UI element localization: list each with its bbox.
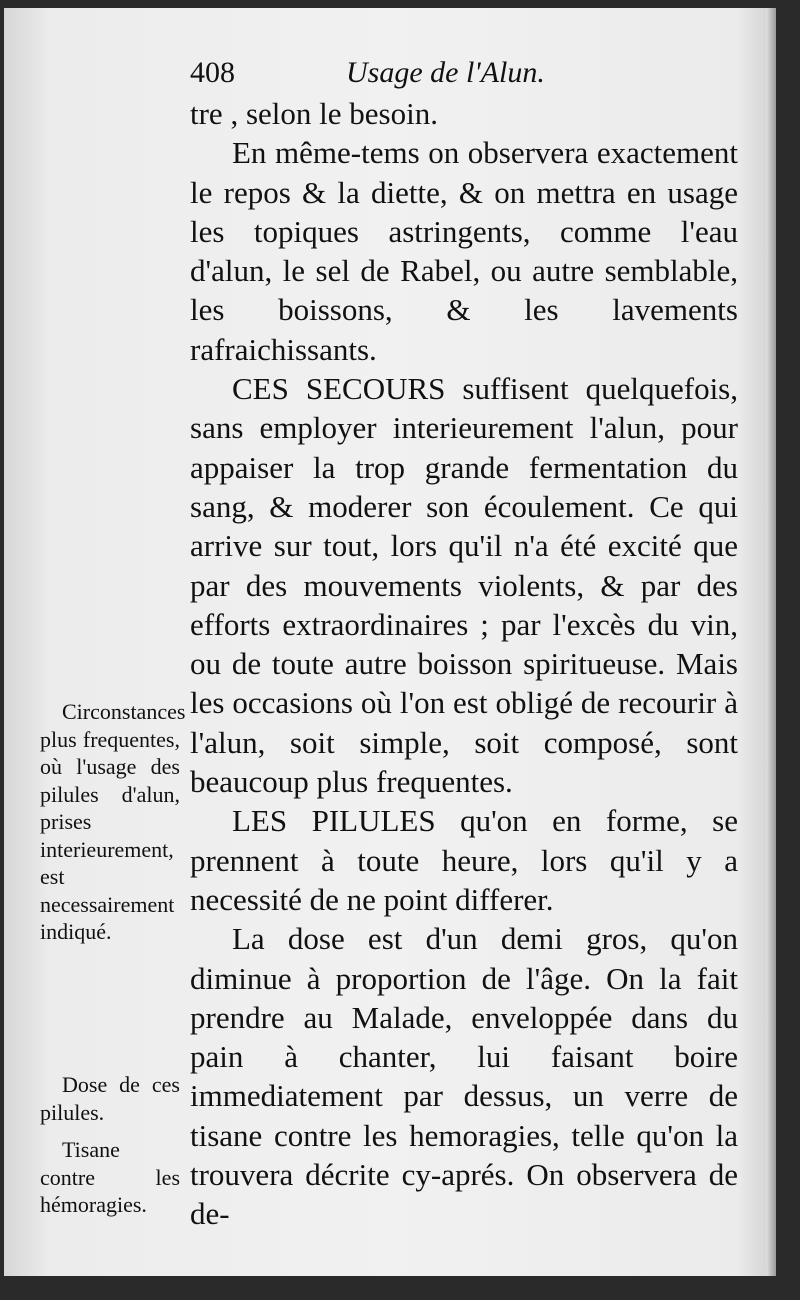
margin-note-text: Circonstances plus frequentes, où l'usage des pilules d'alun, prises interieurement, est necessairement indiqué.: [40, 699, 186, 944]
running-title: Usage de l'Alun.: [346, 56, 545, 89]
margin-note-dose: [40, 1071, 180, 1126]
page-header: [190, 56, 750, 96]
page-number: 408: [190, 56, 235, 89]
margin-note-text: Tisane contre les hémoragies.: [40, 1137, 180, 1217]
margin-note-text: Dose de ces pilules.: [40, 1072, 180, 1125]
paragraph-continuation: tre , selon le besoin.: [190, 96, 438, 131]
margin-note-circonstances: [40, 698, 186, 946]
body-text: [190, 94, 738, 1234]
paragraph-observations: En même-tems on observera exactement le repos & la diette, & on mettra en usage les topiques astringents, comme l'eau d'alun, le sel de Rabel, ou autre semblable, les boissons, & les lavements rafraichissants.: [190, 135, 738, 367]
paragraph-dose: La dose est d'un demi gros, qu'on diminue à proportion de l'âge. On la fait prendre au Malade, enveloppée dans du pain à chanter, lui faisant boire immediatement par dessus, un verre de tisane contre les hemoragies, telle qu'on la trouvera décrite cy-aprés. On observera de de-: [190, 921, 738, 1232]
page-edge-shadow: [766, 8, 776, 1276]
paragraph-pilules: LES PILULES qu'on en forme, se prennent à toute heure, lors qu'il y a necessité de ne point differer.: [190, 803, 738, 917]
margin-note-tisane: [40, 1136, 180, 1219]
book-page: [4, 8, 776, 1276]
paragraph-secours: CES SECOURS suffisent quelquefois, sans employer interieurement l'alun, pour appaiser la trop grande fermentation du sang, & moderer son écoulement. Ce qui arrive sur tout, lors qu'il n'a été excité que par des mouvements violents, & par des efforts extraordinaires ; par l'excès du vin, ou de toute autre boisson spiritueuse. Mais les occasions où l'on est obligé de recourir à l'alun, soit simple, soit composé, sont beaucoup plus frequentes.: [190, 371, 738, 800]
